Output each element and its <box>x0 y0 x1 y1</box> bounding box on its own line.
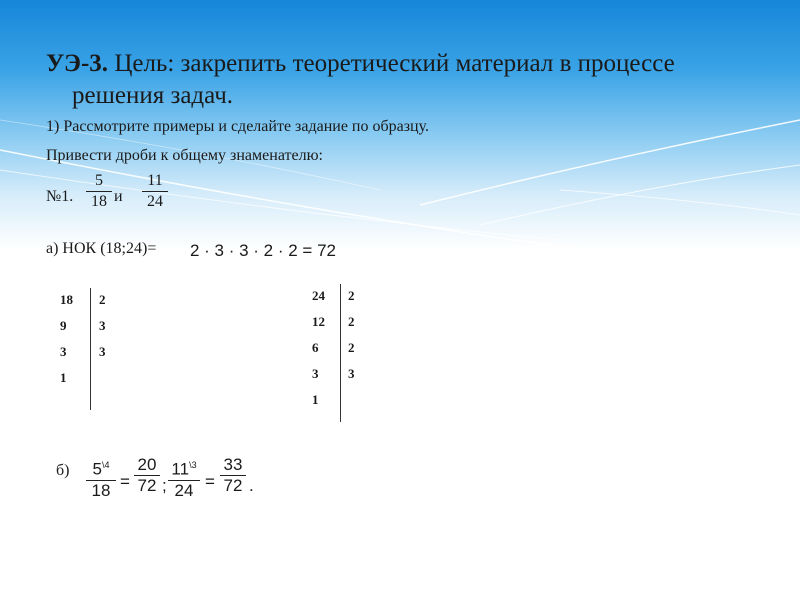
factor-divider <box>340 284 341 422</box>
fraction-bar <box>86 191 112 192</box>
factor-left-cell: 1 <box>312 392 319 407</box>
factor-right-cell: 3 <box>99 318 106 333</box>
fraction-numerator: 33 <box>223 455 243 474</box>
instruction-text: 1) Рассмотрите примеры и сделайте задание по образцу. <box>46 118 430 135</box>
fraction-numerator: 11 <box>147 172 163 189</box>
factor-left-cell: 18 <box>60 292 73 307</box>
problem-label: №1. <box>46 188 74 205</box>
factor-right-cell: 2 <box>348 288 355 303</box>
factor-right-cell: 2 <box>348 314 355 329</box>
fraction-denominator: 18 <box>91 480 111 500</box>
lcm-expression: 2 · 3 · 3 · 2 · 2 = 72 <box>190 241 336 260</box>
factorization-24 <box>312 284 372 424</box>
fraction-denominator: 24 <box>147 193 163 210</box>
equals-sign: = <box>205 472 215 491</box>
fraction-5-18-scaled <box>86 456 116 500</box>
fraction-33-72 <box>220 456 246 495</box>
fraction-denominator: 72 <box>137 476 157 495</box>
multiplier-mark: \4 <box>101 460 110 470</box>
conjunction-text: и <box>114 188 123 205</box>
step-b-label: б) <box>56 462 70 479</box>
fraction-11-24-scaled <box>168 456 200 500</box>
factor-right-cell: 3 <box>348 366 355 381</box>
fraction-denominator: 18 <box>91 193 107 210</box>
title-text-line1: Цель: закрепить теоретический материал в процессе <box>108 50 675 77</box>
fraction-bar <box>142 191 168 192</box>
fraction-20-72 <box>134 456 160 495</box>
fraction-numerator: 5 <box>92 459 102 479</box>
equals-sign: = <box>120 472 130 491</box>
fraction-denominator: 24 <box>174 480 194 500</box>
fraction-numerator: 20 <box>137 455 157 474</box>
fraction-5-18 <box>86 172 112 211</box>
fraction-numerator: 11 <box>171 459 190 479</box>
title-prefix: УЭ-3. <box>46 50 109 77</box>
factor-left-cell: 3 <box>312 366 319 381</box>
factor-right-cell: 3 <box>99 344 106 359</box>
slide-title <box>46 48 766 112</box>
separator-semicolon: ; <box>162 476 167 495</box>
factor-divider <box>90 288 91 410</box>
multiplier-mark: \3 <box>189 460 197 470</box>
factor-left-cell: 3 <box>60 344 67 359</box>
fraction-numerator: 5 <box>95 172 103 189</box>
factor-right-cell: 2 <box>348 340 355 355</box>
task-text: Привести дроби к общему знаменателю: <box>46 147 323 164</box>
factorization-18 <box>60 288 120 413</box>
step-a-label: а) НОК (18;24)= <box>46 240 157 257</box>
fraction-11-24 <box>142 172 168 211</box>
factor-left-cell: 9 <box>60 318 67 333</box>
factor-left-cell: 6 <box>312 340 319 355</box>
factor-left-cell: 1 <box>60 370 67 385</box>
period-mark: . <box>249 476 254 495</box>
title-text-line2: решения задач. <box>72 82 234 109</box>
factor-left-cell: 12 <box>312 314 325 329</box>
factor-left-cell: 24 <box>312 288 325 303</box>
fraction-denominator: 72 <box>223 476 243 495</box>
factor-right-cell: 2 <box>99 292 106 307</box>
